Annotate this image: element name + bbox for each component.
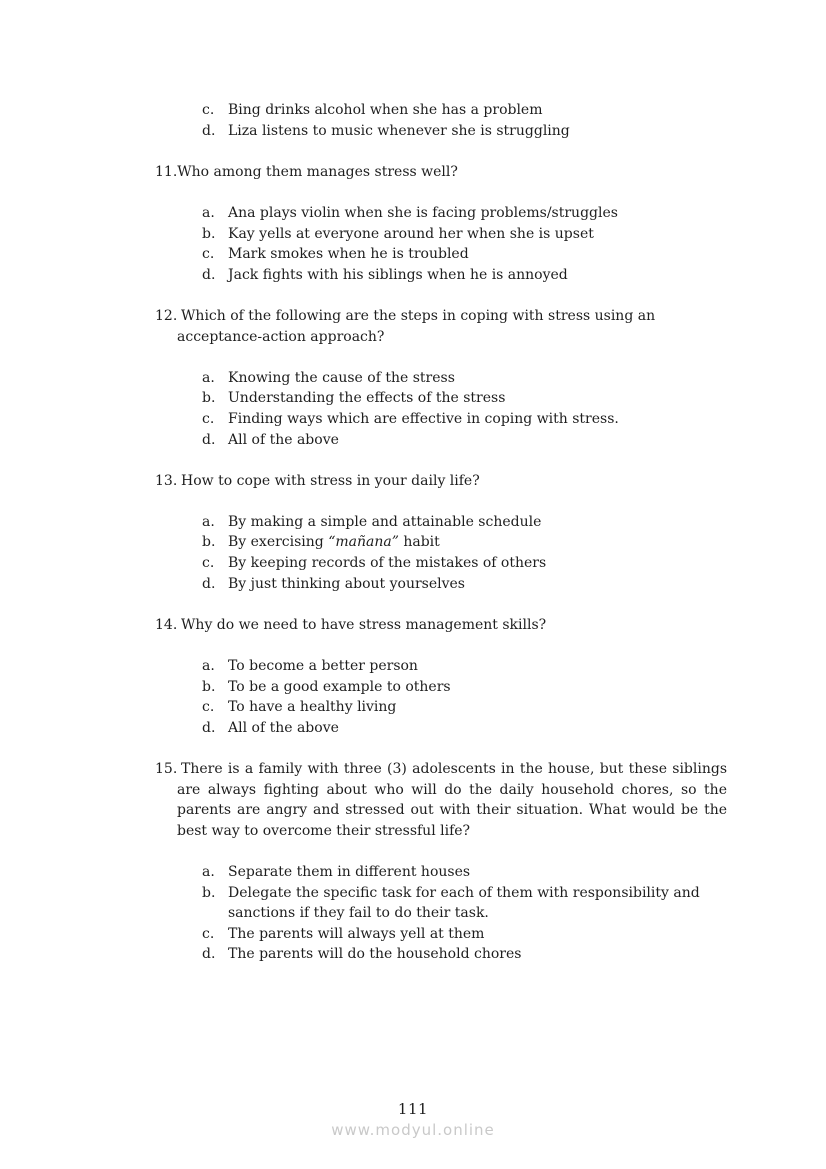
question-text: Why do we need to have stress management skills?: [181, 616, 547, 633]
question-14: [155, 615, 727, 636]
option-row: [202, 697, 727, 718]
option-letter: c.: [202, 555, 215, 572]
option-text: Liza listens to music whenever she is struggling: [228, 122, 570, 139]
option-text: Finding ways which are effective in coping with stress.: [228, 410, 619, 427]
option-group-12: [202, 368, 727, 450]
option-letter: c.: [202, 699, 215, 716]
option-text: Kay yells at everyone around her when she is upset: [228, 225, 594, 242]
page-number: 111: [397, 1100, 429, 1118]
option-letter: a.: [202, 863, 215, 880]
option-row: [202, 244, 727, 265]
option-text-plain: habit: [398, 534, 440, 551]
option-group-15: [202, 862, 727, 965]
option-group-14: [202, 656, 727, 738]
option-row: [202, 100, 727, 121]
question-text: Who among them manages stress well?: [177, 163, 458, 180]
question-number: 14.: [155, 616, 178, 633]
option-text: By making a simple and attainable schedule: [228, 513, 542, 530]
option-letter: b.: [202, 884, 216, 901]
option-row: [202, 430, 727, 451]
question-number: 11.: [155, 163, 178, 180]
option-row: [202, 265, 727, 286]
option-row: [202, 862, 727, 883]
option-row: [202, 512, 727, 533]
option-text: By keeping records of the mistakes of others: [228, 555, 547, 572]
option-letter: d.: [202, 431, 216, 448]
option-text: Ana plays violin when she is facing problems/struggles: [228, 204, 618, 221]
option-row: [202, 409, 727, 430]
option-text: To have a healthy living: [228, 699, 397, 716]
question-number: 13.: [155, 472, 178, 489]
option-text: The parents will do the household chores: [228, 946, 522, 963]
option-row: [202, 368, 727, 389]
option-letter: d.: [202, 946, 216, 963]
option-text: Understanding the effects of the stress: [228, 390, 506, 407]
option-row: [202, 203, 727, 224]
option-row: [202, 718, 727, 739]
option-row: [202, 924, 727, 945]
option-letter: c.: [202, 410, 215, 427]
option-group-11: [202, 203, 727, 285]
option-letter: d.: [202, 122, 216, 139]
option-letter: b.: [202, 390, 216, 407]
option-letter: b.: [202, 225, 216, 242]
option-text: Separate them in different houses: [228, 863, 471, 880]
option-letter: d.: [202, 719, 216, 736]
option-row: [202, 388, 727, 409]
option-letter: d.: [202, 266, 216, 283]
option-text: By just thinking about yourselves: [228, 575, 465, 592]
option-text-italic: “mañana”: [328, 534, 399, 551]
question-15: [155, 759, 727, 841]
question-number: 15.: [155, 761, 178, 777]
option-letter: c.: [202, 246, 215, 263]
question-11: [155, 162, 727, 183]
question-text: There is a family with three (3) adolescents in the house, but these siblings are always fighting about who will do the daily household chores, so the parents are angry and stressed out with their situation. What would be the best way to overcome their stressful life?: [177, 761, 727, 839]
option-letter: c.: [202, 102, 215, 118]
option-text: The parents will always yell at them: [228, 925, 485, 942]
option-text: Knowing the cause of the stress: [228, 369, 455, 386]
option-group-13: [202, 512, 727, 594]
question-13: [155, 471, 727, 492]
watermark: www.modyul.online: [331, 1121, 495, 1139]
option-row: [202, 553, 727, 574]
quiz-content: [155, 100, 727, 986]
option-row: [202, 532, 727, 553]
option-text-plain: By exercising: [228, 534, 329, 551]
option-row: [202, 944, 727, 965]
option-text: Mark smokes when he is troubled: [228, 246, 469, 263]
question-text: Which of the following are the steps in coping with stress using an acceptance-action approach?: [177, 307, 656, 345]
option-letter: a.: [202, 513, 215, 530]
option-letter: b.: [202, 678, 216, 695]
option-text: Bing drinks alcohol when she has a problem: [228, 102, 543, 118]
option-group-leading: [202, 100, 727, 141]
option-letter: a.: [202, 658, 215, 675]
option-row: [202, 883, 727, 924]
option-text: [228, 532, 727, 553]
option-row: [202, 656, 727, 677]
option-row: [202, 224, 727, 245]
option-text: All of the above: [228, 719, 339, 736]
option-letter: a.: [202, 204, 215, 221]
question-12: [155, 306, 727, 347]
option-letter: a.: [202, 369, 215, 386]
option-text: All of the above: [228, 431, 339, 448]
option-text: To be a good example to others: [228, 678, 451, 695]
option-letter: d.: [202, 575, 216, 592]
option-row: [202, 121, 727, 142]
option-row: [202, 574, 727, 595]
option-text: Delegate the specific task for each of them with responsibility and sanctions if they fail to do their task.: [228, 884, 700, 922]
option-row: [202, 677, 727, 698]
option-letter: b.: [202, 534, 216, 551]
question-number: 12.: [155, 307, 178, 324]
option-text: Jack fights with his siblings when he is annoyed: [228, 266, 568, 283]
option-letter: c.: [202, 925, 215, 942]
question-text: How to cope with stress in your daily life?: [181, 472, 480, 489]
option-text: To become a better person: [228, 658, 418, 675]
